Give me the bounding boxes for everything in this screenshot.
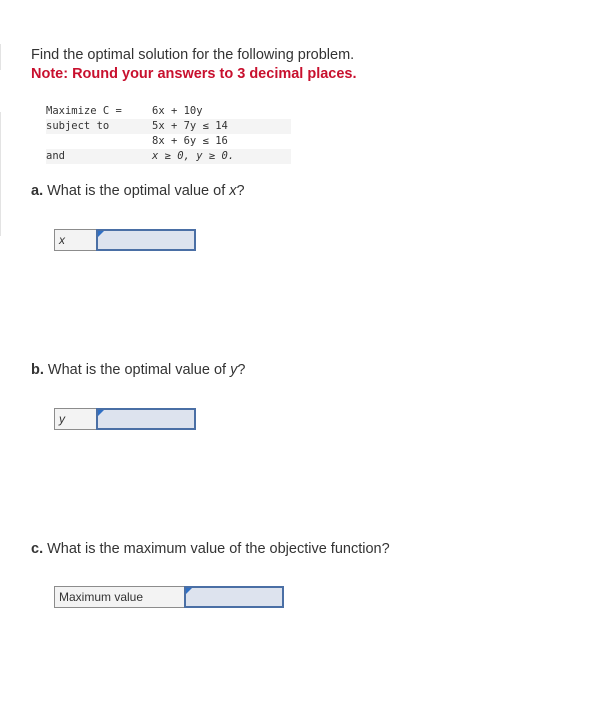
answer-a-label: x bbox=[54, 229, 97, 251]
answer-b bbox=[54, 408, 196, 430]
question-a bbox=[31, 183, 245, 199]
objective-label: Maximize C = bbox=[46, 105, 122, 117]
left-edge-divider-top bbox=[0, 44, 1, 70]
answer-c bbox=[54, 586, 284, 608]
question-b-var: y bbox=[230, 362, 238, 378]
question-c-text: What is the maximum value of the objective function? bbox=[43, 541, 390, 557]
left-edge-divider-bottom bbox=[0, 112, 1, 236]
y-value-input[interactable] bbox=[96, 408, 196, 430]
maximum-value-input[interactable] bbox=[184, 586, 284, 608]
rounding-note: Note: Round your answers to 3 decimal places. bbox=[31, 66, 357, 82]
answer-b-label: y bbox=[54, 408, 97, 430]
constraint-1: 5x + 7y ≤ 14 bbox=[152, 120, 228, 132]
and-label: and bbox=[46, 150, 65, 162]
answer-a bbox=[54, 229, 196, 251]
question-a-var: x bbox=[229, 183, 237, 199]
intro-text: Find the optimal solution for the following problem. bbox=[31, 47, 355, 63]
constraint-row-1 bbox=[46, 119, 291, 134]
question-a-text: What is the optimal value of bbox=[43, 183, 230, 199]
answer-c-label: Maximum value bbox=[54, 586, 185, 608]
question-b-text: What is the optimal value of bbox=[43, 362, 231, 378]
x-value-input[interactable] bbox=[96, 229, 196, 251]
question-a-end: ? bbox=[236, 183, 245, 199]
question-a-letter: a. bbox=[31, 183, 44, 199]
subject-to-label: subject to bbox=[46, 120, 110, 132]
question-b-letter: b. bbox=[31, 362, 44, 378]
input-flag-icon bbox=[98, 410, 104, 416]
objective-expression: 6x + 10y bbox=[152, 105, 203, 117]
nonnegativity-row bbox=[46, 149, 291, 164]
input-flag-icon bbox=[186, 588, 192, 594]
input-flag-icon bbox=[98, 231, 104, 237]
nonnegativity-constraint: x ≥ 0, y ≥ 0. bbox=[152, 150, 235, 162]
constraint-2: 8x + 6y ≤ 16 bbox=[152, 135, 228, 147]
question-c bbox=[31, 541, 390, 557]
question-b bbox=[31, 362, 245, 378]
question-b-end: ? bbox=[237, 362, 246, 378]
question-c-letter: c. bbox=[31, 541, 44, 557]
